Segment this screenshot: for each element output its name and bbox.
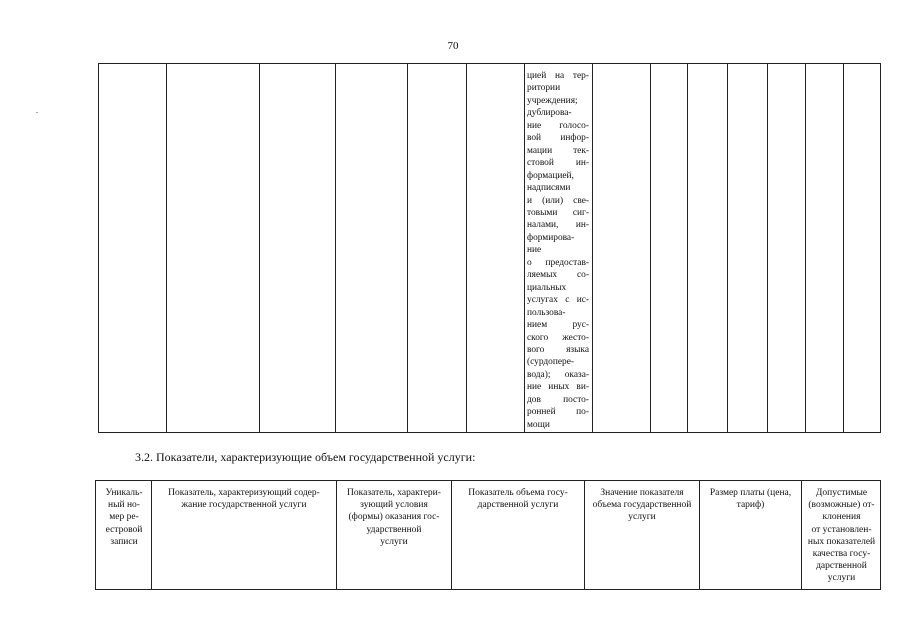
- volume-table: [95, 480, 881, 590]
- upper-table-col-line: [767, 63, 768, 433]
- page-number: 70: [447, 40, 459, 52]
- cell-line: (сурдопере-: [527, 357, 575, 368]
- upper-table-col-line: [805, 63, 806, 433]
- cell-line: товыми сиг-: [527, 207, 589, 218]
- cell-line: о предостав-: [527, 257, 589, 268]
- cell-line: циальных: [527, 282, 567, 293]
- upper-table-col-line: [524, 63, 525, 433]
- cell-line: ритории: [527, 83, 561, 94]
- upper-table-bottom-border: [98, 432, 881, 433]
- upper-table-col-line: [687, 63, 688, 433]
- upper-table-cell-text: [527, 70, 589, 431]
- header-volume-indicator: Показатель объема госу- дарственной услуги: [468, 488, 568, 511]
- upper-table-top-border: [98, 63, 881, 64]
- cell-line: вода); оказа-: [527, 369, 589, 380]
- cell-line: мощи: [527, 419, 550, 430]
- cell-line: ляемых со-: [527, 270, 589, 281]
- upper-table-col-line: [259, 63, 260, 433]
- cell-line: учреждения;: [527, 95, 578, 106]
- cell-line: и (или) све-: [527, 195, 589, 206]
- cell-line: формирова-: [527, 232, 575, 243]
- cell-line: дов посто-: [527, 394, 589, 405]
- upper-table-col-line: [592, 63, 593, 433]
- header-volume-value: Значение показателя объема государственной услуги: [592, 488, 692, 523]
- cell-line: налами, ин-: [527, 220, 589, 231]
- section-heading: 3.2. Показатели, характеризующие объем государственной услуги:: [135, 450, 476, 464]
- cell-line: вого языка: [527, 344, 589, 355]
- upper-table-col-line: [335, 63, 336, 433]
- upper-table-col-line: [466, 63, 467, 433]
- header-registry-number: Уникаль- ный но- мер ре- естровой записи: [105, 488, 143, 547]
- cell-line: формацией,: [527, 170, 574, 181]
- cell-line: ского жесто-: [527, 332, 589, 343]
- cell-line: вой инфор-: [527, 133, 589, 144]
- upper-table-col-line: [880, 63, 881, 433]
- upper-table-col-line: [843, 63, 844, 433]
- upper-table-col-line: [727, 63, 728, 433]
- upper-table-col-line: [650, 63, 651, 433]
- header-service-content-indicator: Показатель, характеризующий содер- жание государственной услуги: [168, 488, 320, 511]
- cell-line: ние голосо-: [527, 120, 589, 131]
- cell-line: ние: [527, 245, 542, 256]
- cell-line: ние иных ви-: [527, 382, 589, 393]
- cell-line: услугах с ис-: [527, 295, 589, 306]
- upper-table-col-line: [407, 63, 408, 433]
- cell-line: дублирова-: [527, 108, 572, 119]
- cell-line: нием рус-: [527, 320, 589, 331]
- header-service-conditions-indicator: Показатель, характери- зующий условия (формы) оказания гос- ударственной услуги: [347, 488, 441, 547]
- scan-speck: [36, 112, 38, 113]
- cell-line: надписями: [527, 183, 571, 194]
- header-allowed-deviations: Допустимые (возможные) от- клонения от установлен- ных показателей качества госу- дарственной услуги: [807, 488, 876, 584]
- header-fee: Размер платы (цена, тариф): [709, 488, 792, 511]
- cell-line: стовой ин-: [527, 158, 589, 169]
- cell-line: цией на тер-: [527, 71, 589, 81]
- cell-line: пользова-: [527, 307, 566, 318]
- upper-table-col-line: [98, 63, 99, 433]
- cell-line: ронней по-: [527, 407, 589, 418]
- upper-table-col-line: [166, 63, 167, 433]
- cell-line: мации тек-: [527, 145, 589, 156]
